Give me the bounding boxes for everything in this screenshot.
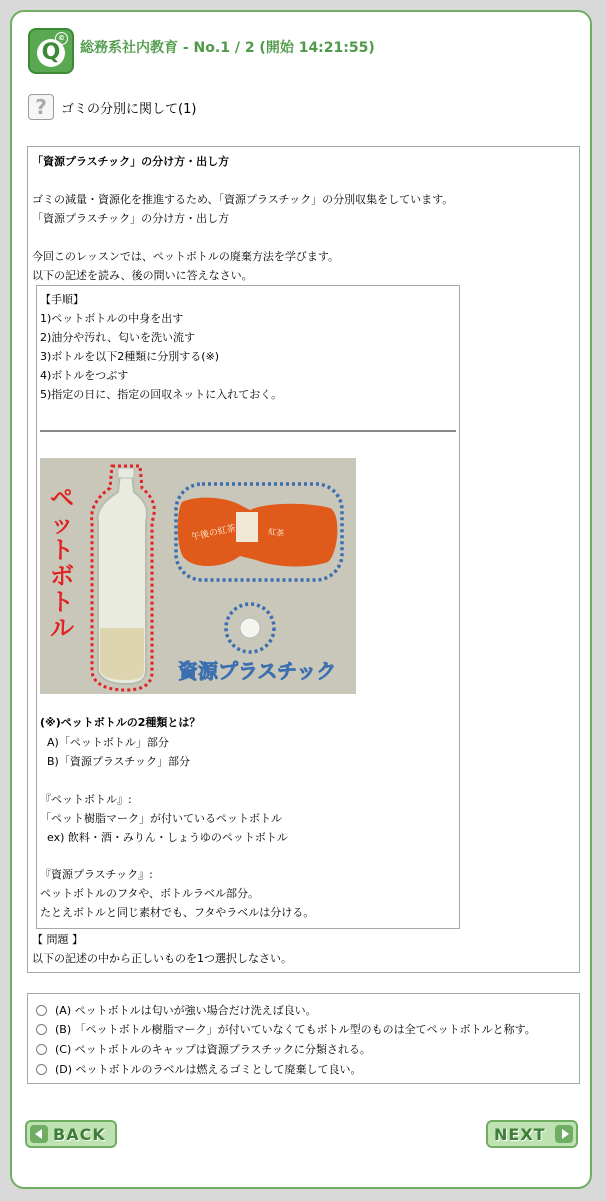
procedure-step-1: 1)ペットボトルの中身を出す	[40, 312, 184, 325]
procedure-step-2: 2)油分や汚れ、匂いを洗い流す	[40, 331, 195, 344]
plastic-label: 資源プラスチック	[178, 659, 337, 683]
pet-label-char-4: ボ	[50, 562, 74, 590]
back-button-label: BACK	[53, 1125, 106, 1144]
procedure-heading: 【手順】	[40, 293, 84, 306]
pet-line-1: 「ペット樹脂マーク」が付いているペットボトル	[40, 812, 282, 825]
option-b-radio[interactable]	[36, 1024, 47, 1035]
plastic-line-1: ペットボトルのフタや、ボトルラベル部分。	[40, 887, 260, 900]
option-d-label[interactable]: (D) ペットボトルのラベルは燃えるゴミとして廃棄して良い。	[55, 1063, 362, 1076]
question-title: ゴミの分別に関して(1)	[61, 102, 197, 117]
procedure-step-4: 4)ボトルをつぶす	[40, 369, 129, 382]
lesson-heading: 「資源プラスチック」の分け方・出し方	[32, 155, 230, 168]
problem-heading: 【 問題 】	[32, 933, 83, 946]
arrow-left-icon	[30, 1125, 48, 1143]
pet-label-char-3: ト	[50, 536, 74, 564]
app-logo	[28, 28, 74, 74]
pet-bottle-photo	[40, 458, 356, 694]
question-mark-icon: ?	[28, 94, 54, 120]
note-item-b: B)「資源プラスチック」部分	[47, 755, 190, 768]
logo-q-icon: Q	[41, 40, 61, 65]
option-c-radio[interactable]	[36, 1044, 47, 1055]
pet-label-char-5: ト	[50, 588, 74, 616]
pet-label-char-2: ッ	[50, 510, 74, 538]
header	[28, 28, 588, 76]
intro-line-5: 以下の記述を読み、後の問いに答えなさい。	[32, 269, 253, 282]
option-c-label[interactable]: (C) ペットボトルのキャップは資源プラスチックに分類される。	[55, 1043, 371, 1056]
pet-label-char-6: ル	[50, 614, 74, 642]
pet-label-char-1: ペ	[50, 484, 74, 512]
option-d-radio[interactable]	[36, 1064, 47, 1075]
intro-line-4: 今回このレッスンでは、ペットボトルの廃棄方法を学びます。	[32, 250, 340, 263]
next-button-label: NEXT	[494, 1125, 546, 1144]
problem-text: 以下の記述の中から正しいものを1つ選択しなさい。	[32, 952, 292, 965]
divider	[40, 430, 456, 432]
back-button[interactable]	[25, 1120, 117, 1148]
arrow-right-icon	[555, 1125, 573, 1143]
procedure-step-3: 3)ボトルを以下2種類に分別する(※)	[40, 350, 220, 363]
note-item-a: A)「ペットボトル」部分	[47, 736, 169, 749]
pet-heading: 『ペットボトル』:	[40, 793, 132, 806]
procedure-box	[36, 285, 460, 929]
intro-line-2: 「資源プラスチック」の分け方・出し方	[32, 212, 230, 225]
wrapper-text: 午後の紅茶	[190, 523, 237, 543]
pet-line-2: ex) 飲料・酒・みりん・しょうゆのペットボトル	[47, 831, 288, 844]
option-b-label[interactable]: (B) 「ペットボトル樹脂マーク」が付いていなくてもボトル型のものは全てペットボトルと称す。	[55, 1023, 536, 1036]
lesson-panel	[27, 146, 580, 973]
plastic-line-2: たとえボトルと同じ素材でも、フタやラベルは分ける。	[40, 906, 315, 919]
svg-text:紅茶: 紅茶	[267, 527, 285, 539]
option-a-label[interactable]: (A) ペットボトルは匂いが強い場合だけ洗えば良い。	[55, 1004, 317, 1017]
page-title: 総務系社内教育 - No.1 / 2 (開始 14:21:55)	[80, 40, 375, 56]
note-heading: (※)ペットボトルの2種類とは？	[40, 716, 201, 729]
option-a-radio[interactable]	[36, 1005, 47, 1016]
next-button[interactable]	[486, 1120, 578, 1148]
plastic-heading: 『資源プラスチック』:	[40, 868, 153, 881]
intro-line-1: ゴミの減量・資源化を推進するため、「資源プラスチック」の分別収集をしています。	[32, 193, 454, 206]
logo-copyright-icon: ©	[55, 32, 68, 45]
procedure-step-5: 5)指定の日に、指定の回収ネットに入れておく。	[40, 388, 283, 401]
answer-options	[27, 993, 580, 1084]
